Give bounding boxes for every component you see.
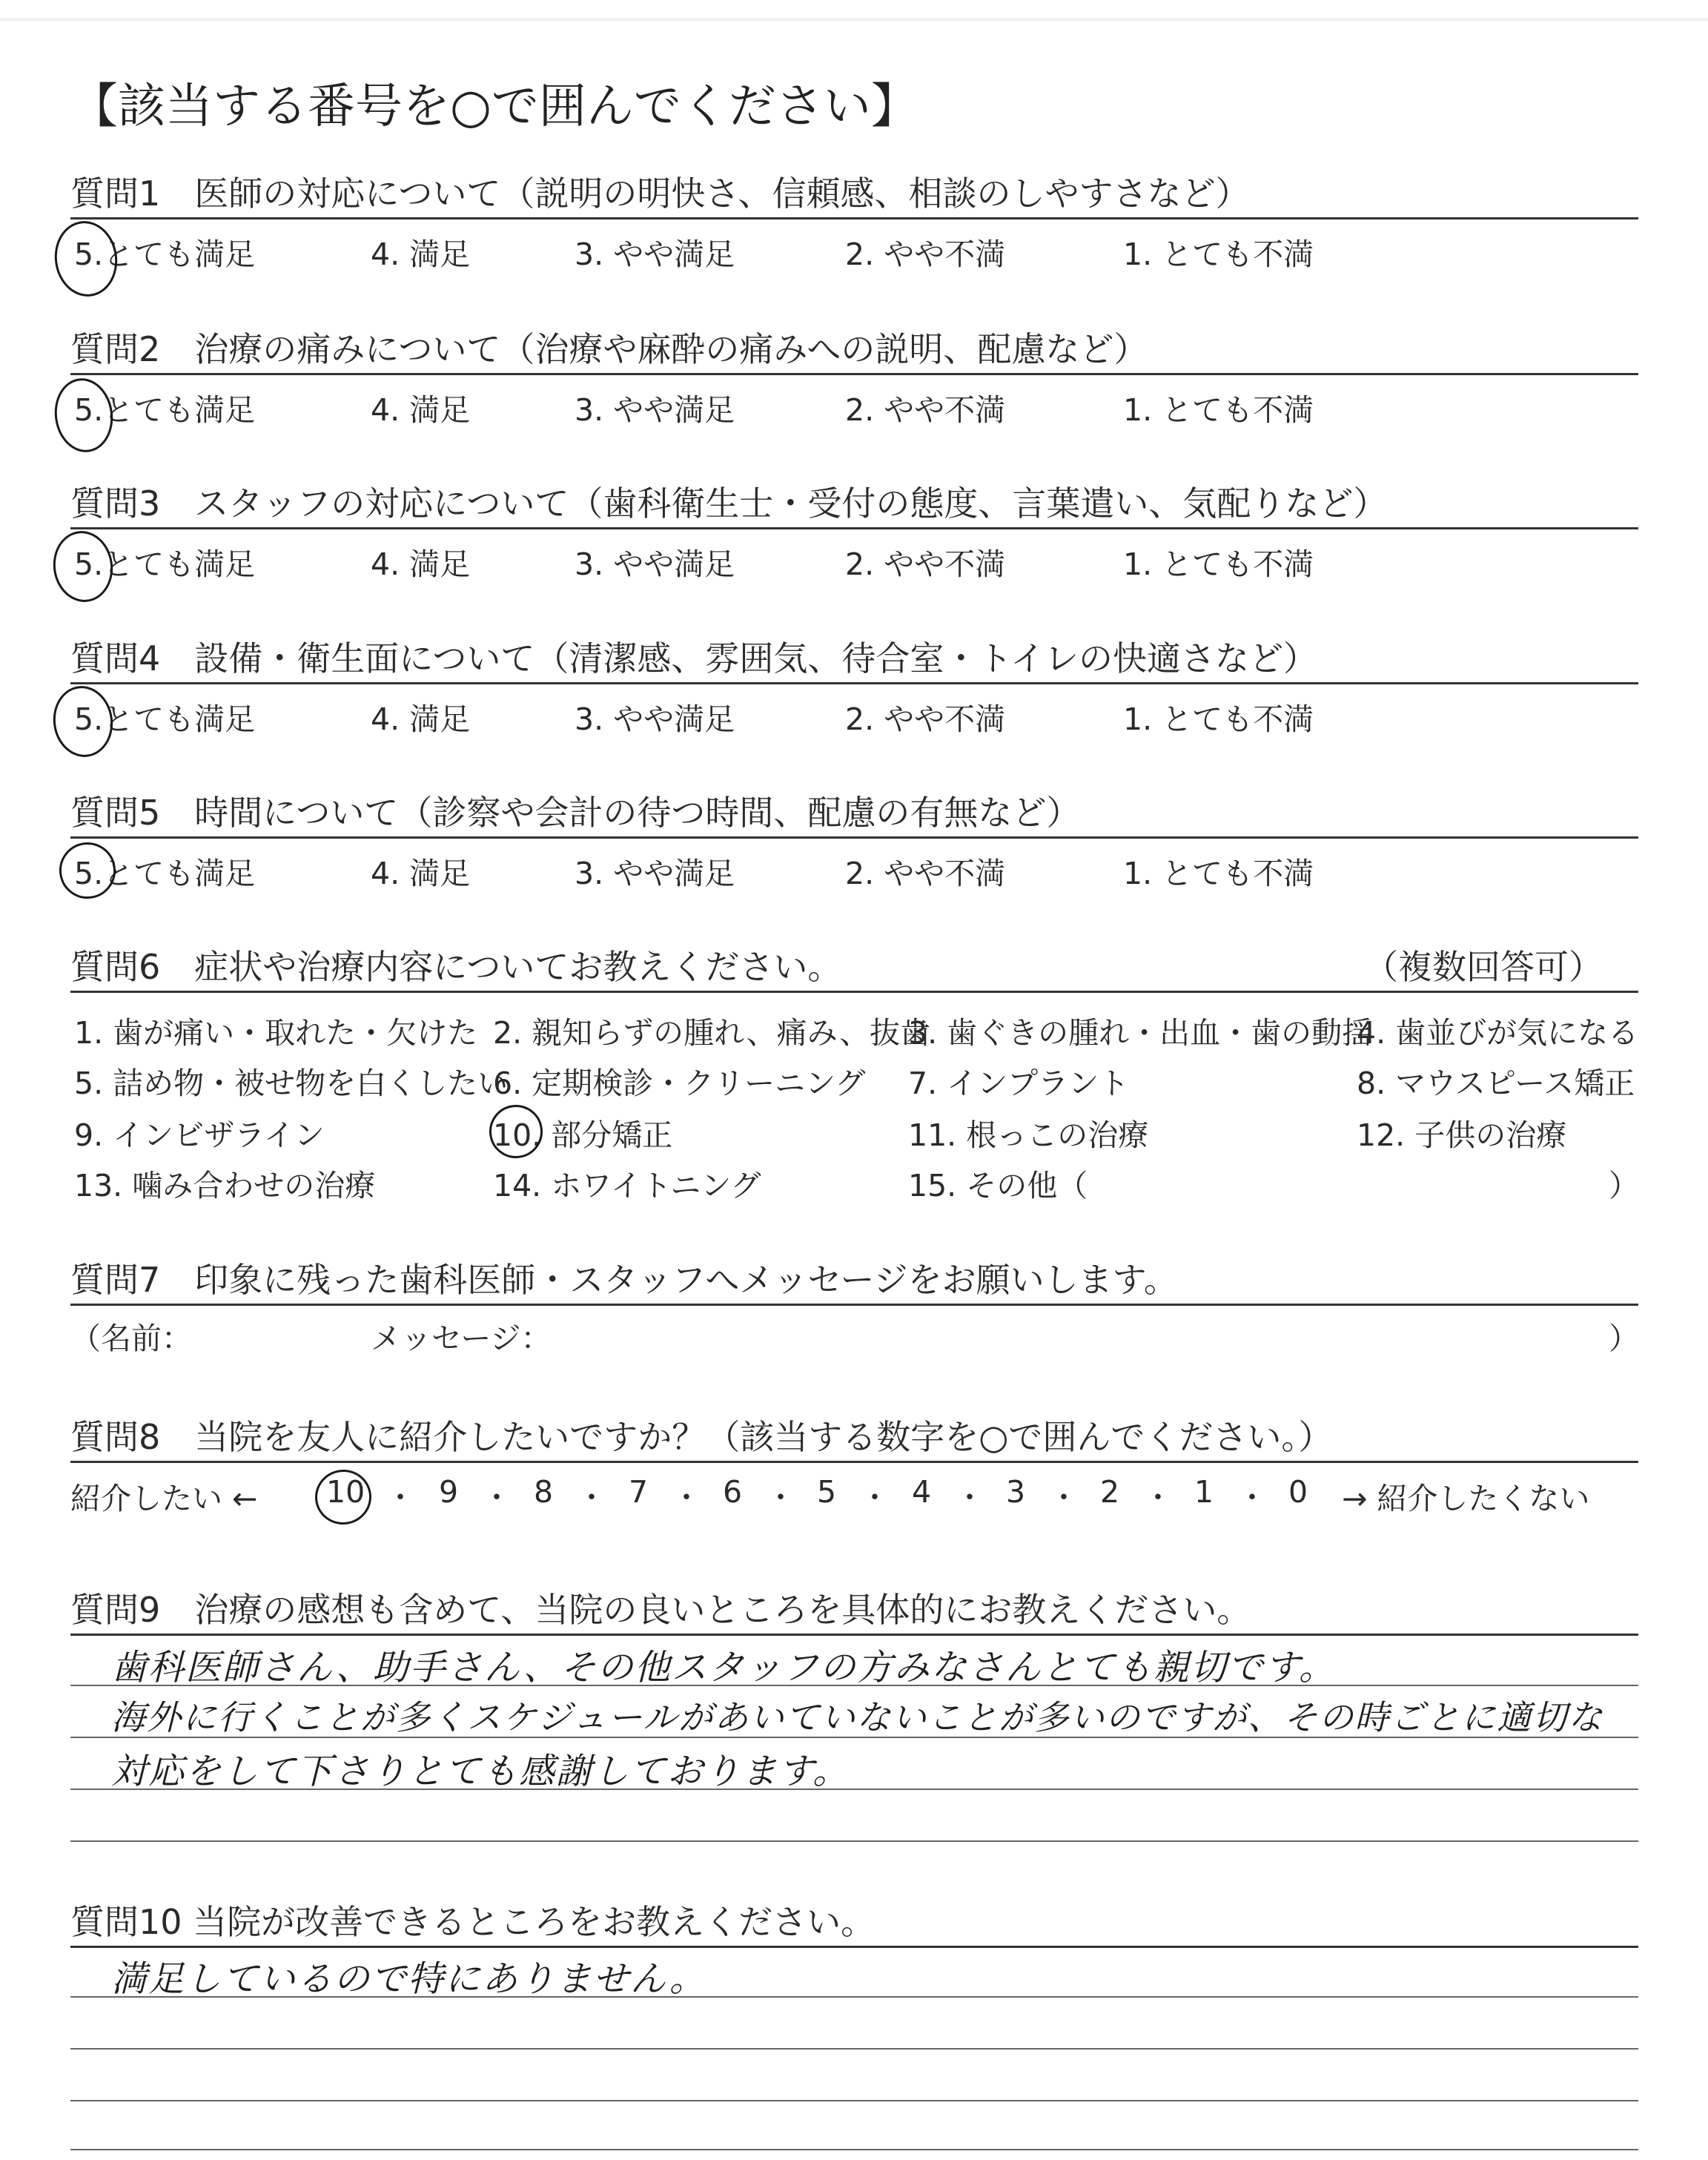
q8-left-label: 紹介したい ← xyxy=(70,1481,258,1516)
question-3-rule xyxy=(70,527,1638,529)
question-9-rule xyxy=(70,1634,1638,1636)
q8-scale-8[interactable]: 8 xyxy=(534,1474,554,1510)
q6-item-7[interactable]: 7. インプラント xyxy=(908,1066,1130,1101)
q5-option-2[interactable]: 2. やや不満 xyxy=(845,856,1006,891)
q8-dot: ・ xyxy=(482,1481,512,1515)
question-2-rule xyxy=(70,373,1638,375)
q3-option-3[interactable]: 3. やや満足 xyxy=(575,546,735,582)
q6-item-14[interactable]: 14. ホワイトニング xyxy=(493,1168,761,1203)
question-3-title: 質問3 スタッフの対応について（歯科衛生士・受付の態度、言葉遣い、気配りなど） xyxy=(70,483,1388,524)
q9-answer-line-3: 対応をして下さりとても感謝しております。 xyxy=(111,1751,850,1792)
q2-option-1[interactable]: 1. とても不満 xyxy=(1123,392,1314,428)
question-2-title: 質問2 治療の痛みについて（治療や麻酔の痛みへの説明、配慮など） xyxy=(70,329,1148,369)
q8-scale-3[interactable]: 3 xyxy=(1006,1474,1026,1510)
q6-item-11[interactable]: 11. 根っこの治療 xyxy=(908,1117,1149,1153)
question-4-title: 質問4 設備・衛生面について（清潔感、雰囲気、待合室・トイレの快適さなど） xyxy=(70,638,1318,678)
q9-writing-line xyxy=(70,1789,1638,1790)
q6-other-close-paren: ） xyxy=(1609,1168,1639,1203)
q8-scale-10[interactable]: 10 xyxy=(326,1474,365,1510)
q6-item-4[interactable]: 4. 歯並びが気になる xyxy=(1357,1015,1639,1051)
q8-dot: ・ xyxy=(860,1481,890,1515)
q6-item-8[interactable]: 8. マウスピース矯正 xyxy=(1357,1066,1635,1101)
q4-option-2[interactable]: 2. やや不満 xyxy=(845,701,1006,737)
q10-writing-line xyxy=(70,2149,1638,2150)
q8-dot: ・ xyxy=(577,1481,606,1515)
q3-selection-circle xyxy=(49,527,118,606)
q1-option-3[interactable]: 3. やや満足 xyxy=(575,237,735,272)
q6-item-5[interactable]: 5. 詰め物・被せ物を白くしたい xyxy=(74,1066,509,1101)
q3-option-5[interactable]: 5.とても満足 xyxy=(74,546,256,582)
q8-dot: ・ xyxy=(1237,1481,1267,1515)
q6-item-12[interactable]: 12. 子供の治療 xyxy=(1357,1117,1567,1153)
q8-scale-7[interactable]: 7 xyxy=(629,1474,649,1510)
q5-option-5[interactable]: 5.とても満足 xyxy=(74,856,256,891)
q8-dot: ・ xyxy=(672,1481,701,1515)
q8-selection-circle xyxy=(311,1466,375,1528)
q3-option-1[interactable]: 1. とても不満 xyxy=(1123,546,1314,582)
q7-close-paren: ） xyxy=(1609,1321,1639,1356)
q8-scale-1[interactable]: 1 xyxy=(1194,1474,1214,1510)
q3-option-2[interactable]: 2. やや不満 xyxy=(845,546,1006,582)
q6-item-3[interactable]: 3. 歯ぐきの腫れ・出血・歯の動揺 xyxy=(908,1015,1373,1051)
q10-writing-line xyxy=(70,2048,1638,2050)
q5-option-1[interactable]: 1. とても不満 xyxy=(1123,856,1314,891)
q4-option-5[interactable]: 5.とても満足 xyxy=(74,701,256,737)
question-5-rule xyxy=(70,836,1638,839)
question-7-title: 質問7 印象に残った歯科医師・スタッフへメッセージをお願いします。 xyxy=(70,1260,1178,1300)
q6-item-15[interactable]: 15. その他（ xyxy=(908,1168,1088,1203)
q8-dot: ・ xyxy=(955,1481,984,1515)
question-6-rule xyxy=(70,991,1638,993)
q5-selection-circle xyxy=(56,839,119,902)
q2-option-3[interactable]: 3. やや満足 xyxy=(575,392,735,428)
q8-scale-9[interactable]: 9 xyxy=(439,1474,459,1510)
q2-option-5[interactable]: 5.とても満足 xyxy=(74,392,256,428)
q1-option-2[interactable]: 2. やや不満 xyxy=(845,237,1006,272)
q1-option-1[interactable]: 1. とても不満 xyxy=(1123,237,1314,272)
q8-dot: ・ xyxy=(1143,1481,1173,1515)
q2-option-4[interactable]: 4. 満足 xyxy=(371,392,471,428)
q8-scale-6[interactable]: 6 xyxy=(723,1474,743,1510)
q9-answer-line-2: 海外に行くことが多くスケジュールがあいていないことが多いのですが、その時ごとに適切な xyxy=(111,1697,1604,1737)
form-header: 【該当する番号を○で囲んでください】 xyxy=(70,79,918,134)
q6-item-6[interactable]: 6. 定期検診・クリーニング xyxy=(493,1066,866,1101)
q1-option-4[interactable]: 4. 満足 xyxy=(371,237,471,272)
q7-name-label: （名前： xyxy=(70,1321,192,1356)
q9-writing-line xyxy=(70,1685,1638,1686)
q8-scale-0[interactable]: 0 xyxy=(1288,1474,1308,1510)
question-1-rule xyxy=(70,217,1638,219)
question-10-title: 質問10 当院が改善できるところをお教えください。 xyxy=(70,1902,875,1942)
q8-scale-5[interactable]: 5 xyxy=(817,1474,837,1510)
q7-message-label: メッセージ： xyxy=(371,1321,552,1356)
q9-writing-line xyxy=(70,1840,1638,1842)
q2-option-2[interactable]: 2. やや不満 xyxy=(845,392,1006,428)
q5-option-4[interactable]: 4. 満足 xyxy=(371,856,471,891)
q6-item-1[interactable]: 1. 歯が痛い・取れた・欠けた xyxy=(74,1015,478,1051)
q6-item-13[interactable]: 13. 噛み合わせの治療 xyxy=(74,1168,376,1203)
q10-answer-line-1: 満足しているので特にありません。 xyxy=(111,1958,706,2000)
question-10-rule xyxy=(70,1946,1638,1948)
q4-option-4[interactable]: 4. 満足 xyxy=(371,701,471,737)
scan-edge xyxy=(0,18,1708,21)
q10-writing-line xyxy=(70,2100,1638,2101)
question-6-note: （複数回答可） xyxy=(1364,947,1603,987)
q1-option-5[interactable]: 5.とても満足 xyxy=(74,237,256,272)
q9-writing-line xyxy=(70,1737,1638,1738)
q4-option-3[interactable]: 3. やや満足 xyxy=(575,701,735,737)
q8-right-label: → 紹介したくない xyxy=(1342,1481,1590,1516)
q8-dot: ・ xyxy=(385,1481,415,1515)
q6-item-9[interactable]: 9. インビザライン xyxy=(74,1117,325,1153)
q8-scale-4[interactable]: 4 xyxy=(912,1474,932,1510)
q6-item-2[interactable]: 2. 親知らずの腫れ、痛み、抜歯 xyxy=(493,1015,931,1051)
q8-dot: ・ xyxy=(1049,1481,1079,1515)
question-6-title: 質問6 症状や治療内容についてお教えください。 xyxy=(70,947,842,987)
question-7-rule xyxy=(70,1304,1638,1306)
q10-writing-line xyxy=(70,1996,1638,1998)
q6-item-10[interactable]: 10. 部分矯正 xyxy=(493,1117,673,1153)
question-4-rule xyxy=(70,682,1638,684)
q8-scale-2[interactable]: 2 xyxy=(1100,1474,1120,1510)
q4-selection-circle xyxy=(49,682,118,761)
question-8-rule xyxy=(70,1461,1638,1463)
q8-dot: ・ xyxy=(766,1481,795,1515)
q5-option-3[interactable]: 3. やや満足 xyxy=(575,856,735,891)
question-5-title: 質問5 時間について（診察や会計の待つ時間、配慮の有無など） xyxy=(70,793,1081,833)
question-1-title: 質問1 医師の対応について（説明の明快さ、信頼感、相談のしやすさなど） xyxy=(70,174,1250,214)
question-8-title: 質問8 当院を友人に紹介したいですか？（該当する数字を○で囲んでください。） xyxy=(70,1417,1333,1457)
q4-option-1[interactable]: 1. とても不満 xyxy=(1123,701,1314,737)
q3-option-4[interactable]: 4. 満足 xyxy=(371,546,471,582)
question-9-title: 質問9 治療の感想も含めて、当院の良いところを具体的にお教えください。 xyxy=(70,1590,1251,1630)
q9-answer-line-1: 歯科医師さん、助手さん、その他スタッフの方みなさんとても親切です。 xyxy=(111,1647,1336,1688)
